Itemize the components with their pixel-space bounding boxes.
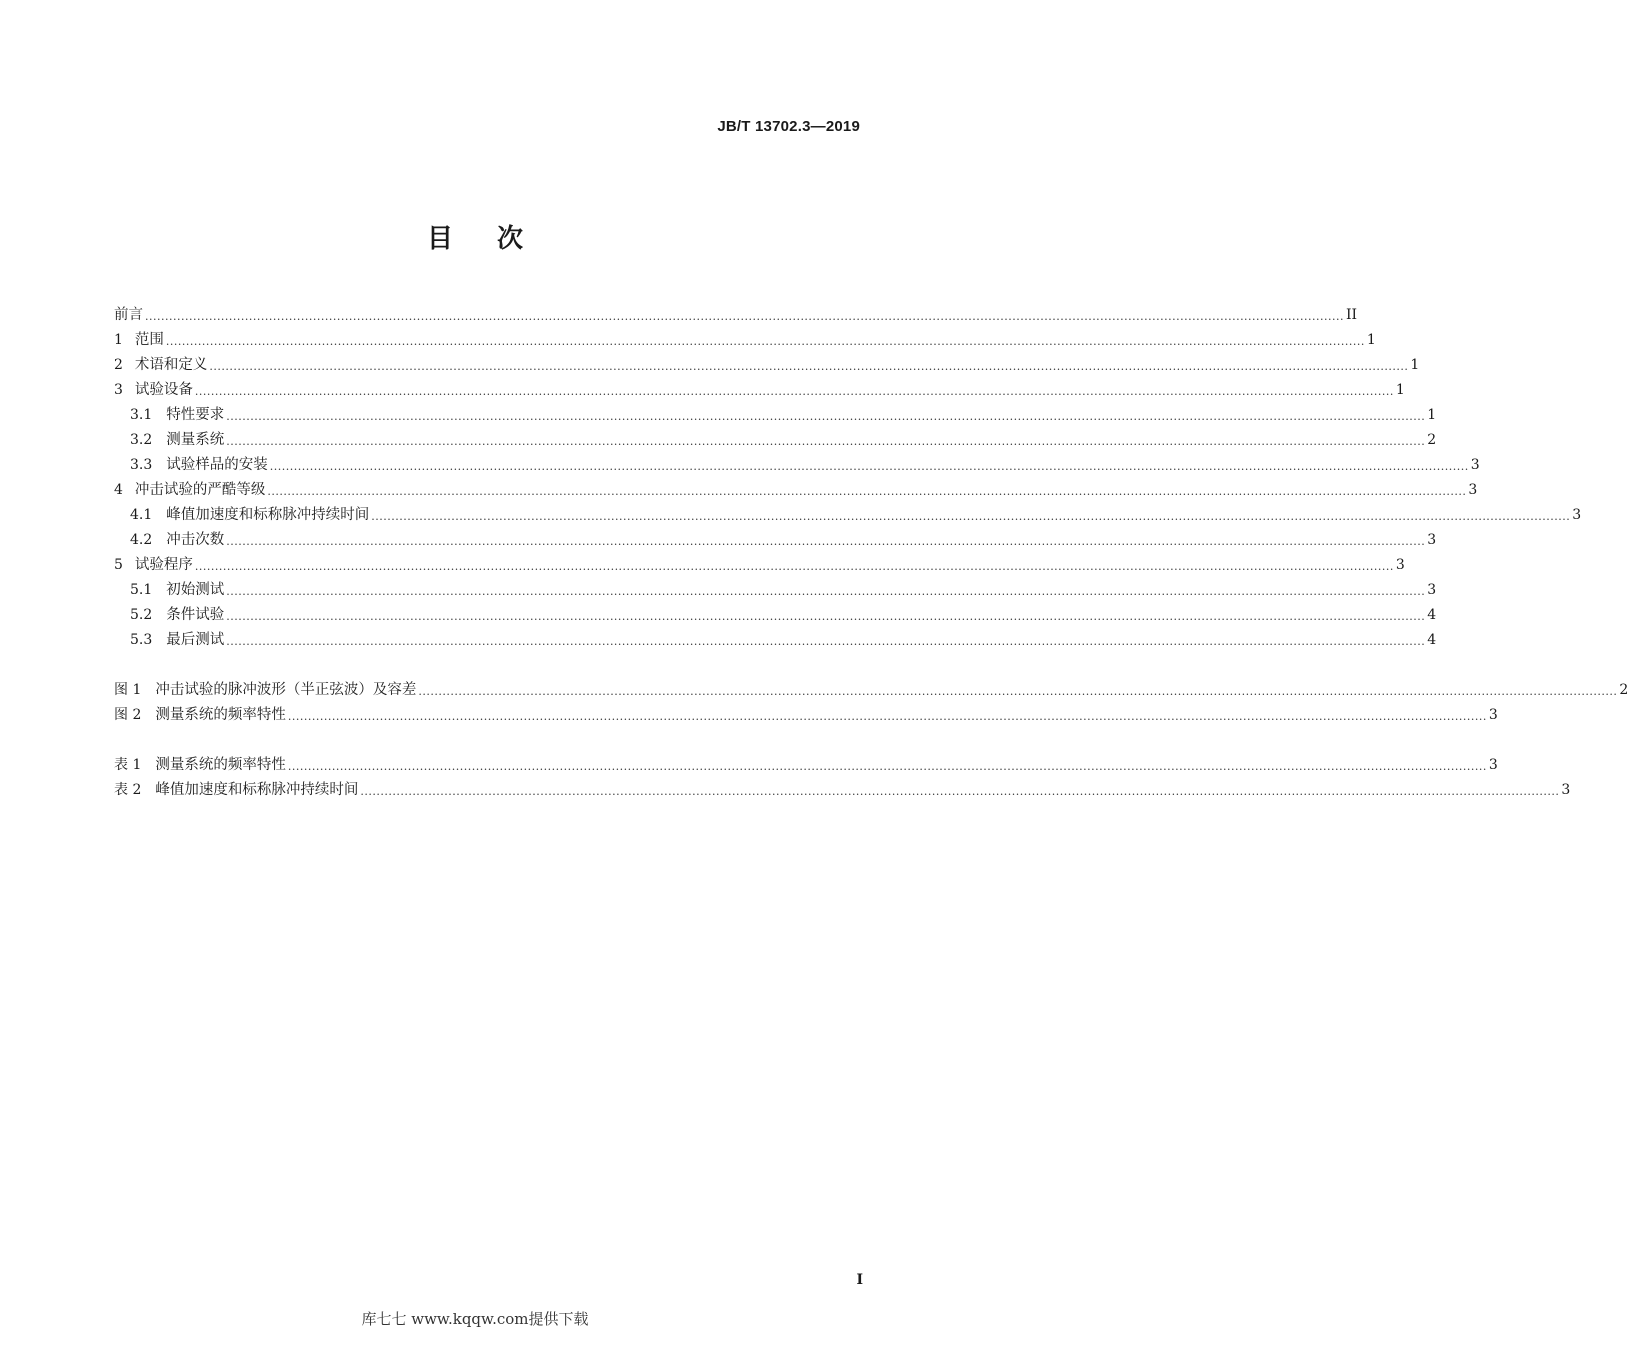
- toc-entry-page: 3: [1427, 532, 1437, 548]
- toc-entry-label: 峰值加速度和标称脉冲持续时间: [166, 507, 370, 523]
- title-char-2: 次: [497, 224, 524, 254]
- toc-entry-label: 范围: [134, 332, 164, 348]
- toc-entry-number: 4: [114, 482, 123, 498]
- toc-entry-page: 1: [1366, 332, 1376, 348]
- toc-entry-number: 图 1: [114, 682, 142, 698]
- toc-entry-number: 4.1: [130, 507, 153, 523]
- dot-leader: ............................................................................................................................................................................................................................................................................................................: [209, 360, 1409, 373]
- document-code: JB/T 13702.3—2019: [717, 118, 860, 135]
- dot-leader: ............................................................................................................................................................................................................................................................................................................: [226, 435, 1426, 448]
- toc-entry-number: 3.3: [130, 457, 153, 473]
- toc-entry-number: 4.2: [130, 532, 153, 548]
- toc-entry-number: 图 2: [114, 707, 142, 723]
- toc-entry-label: 前言: [114, 307, 143, 323]
- toc-entry-number: 1: [114, 332, 123, 348]
- toc-entry-number: 5.2: [130, 607, 153, 623]
- toc-entry-page: 3: [1488, 757, 1498, 773]
- toc-entry-table[interactable]: [114, 750, 1498, 775]
- toc-entry-section[interactable]: [114, 450, 1480, 475]
- toc-entry-number: 5.1: [130, 582, 153, 598]
- toc-entry-page: 3: [1470, 457, 1480, 473]
- toc-entry-section[interactable]: [114, 350, 1420, 375]
- dot-leader: ............................................................................................................................................................................................................................................................................................................: [226, 610, 1426, 623]
- dot-leader: ............................................................................................................................................................................................................................................................................................................: [165, 335, 1365, 348]
- toc-entry-section[interactable]: [114, 400, 1437, 425]
- dot-leader: ............................................................................................................................................................................................................................................................................................................: [226, 635, 1426, 648]
- toc-entry-section[interactable]: [114, 325, 1376, 350]
- page-title: [0, 218, 950, 255]
- toc-entry-table[interactable]: [114, 775, 1571, 800]
- dot-leader: ............................................................................................................................................................................................................................................................................................................: [194, 560, 1394, 573]
- toc-entry-section[interactable]: [114, 475, 1478, 500]
- toc-entry-page: 3: [1561, 782, 1571, 798]
- toc-entry-label: 试验样品的安装: [166, 457, 268, 473]
- toc-entry-number: 表 2: [114, 782, 142, 798]
- toc-entry-section[interactable]: [114, 500, 1582, 525]
- toc-entry-page: 2: [1619, 682, 1628, 698]
- toc-entry-number: 3.1: [130, 407, 153, 423]
- toc-entry-section[interactable]: [114, 625, 1437, 650]
- dot-leader: ............................................................................................................................................................................................................................................................................................................: [267, 485, 1467, 498]
- toc-entry-page: 3: [1395, 557, 1405, 573]
- toc-entry-page: 3: [1427, 582, 1437, 598]
- toc-entry-number: 2: [114, 357, 123, 373]
- toc-entry-label: 最后测试: [166, 632, 225, 648]
- page-number: I: [856, 1272, 863, 1288]
- toc-entry-label: 冲击试验的严酷等级: [134, 482, 266, 498]
- title-char-1: 目: [426, 224, 453, 254]
- table-of-contents: [114, 300, 1628, 800]
- toc-entry-label: 术语和定义: [134, 357, 208, 373]
- toc-entry-section[interactable]: [114, 375, 1405, 400]
- toc-entry-label: 测量系统: [166, 432, 225, 448]
- dot-leader: ............................................................................................................................................................................................................................................................................................................: [287, 760, 1487, 773]
- toc-entry-figure[interactable]: [114, 700, 1498, 725]
- toc-entry-section[interactable]: [114, 525, 1437, 550]
- toc-entry-page: 1: [1410, 357, 1420, 373]
- toc-entry-label: 特性要求: [166, 407, 225, 423]
- toc-entry-section[interactable]: [114, 575, 1437, 600]
- toc-entry-label: 冲击次数: [166, 532, 225, 548]
- dot-leader: ............................................................................................................................................................................................................................................................................................................: [418, 685, 1618, 698]
- toc-entry-number: 3.2: [130, 432, 153, 448]
- toc-entry-page: 2: [1427, 432, 1437, 448]
- dot-leader: ............................................................................................................................................................................................................................................................................................................: [226, 585, 1426, 598]
- toc-entry-label: 初始测试: [166, 582, 225, 598]
- toc-entry-page: 3: [1488, 707, 1498, 723]
- dot-leader: ............................................................................................................................................................................................................................................................................................................: [360, 785, 1560, 798]
- toc-entry-page: 3: [1572, 507, 1582, 523]
- toc-entry-section[interactable]: [114, 425, 1437, 450]
- toc-sections: [114, 300, 1582, 650]
- toc-tables: [114, 750, 1571, 800]
- dot-leader: ............................................................................................................................................................................................................................................................................................................: [287, 710, 1487, 723]
- toc-entry-label: 测量系统的频率特性: [155, 707, 286, 723]
- dot-leader: ............................................................................................................................................................................................................................................................................................................: [371, 510, 1571, 523]
- toc-entry-section[interactable]: [114, 550, 1405, 575]
- toc-entry-page: 1: [1427, 407, 1437, 423]
- footer-watermark: 库七七 www.kqqw.com提供下载: [361, 1310, 589, 1328]
- dot-leader: ............................................................................................................................................................................................................................................................................................................: [194, 385, 1394, 398]
- toc-entry-section[interactable]: [114, 300, 1358, 325]
- dot-leader: ............................................................................................................................................................................................................................................................................................................: [226, 410, 1426, 423]
- toc-entry-number: 5: [114, 557, 123, 573]
- toc-entry-figure[interactable]: [114, 675, 1628, 700]
- dot-leader: ............................................................................................................................................................................................................................................................................................................: [226, 535, 1426, 548]
- toc-entry-label: 冲击试验的脉冲波形（半正弦波）及容差: [155, 682, 417, 698]
- toc-entry-number: 表 1: [114, 757, 142, 773]
- toc-entry-label: 峰值加速度和标称脉冲持续时间: [155, 782, 359, 798]
- toc-entry-label: 试验程序: [134, 557, 193, 573]
- toc-entry-page: 1: [1395, 382, 1405, 398]
- dot-leader: ............................................................................................................................................................................................................................................................................................................: [145, 310, 1344, 323]
- toc-entry-number: 3: [114, 382, 123, 398]
- dot-leader: ............................................................................................................................................................................................................................................................................................................: [269, 460, 1469, 473]
- toc-entry-page: II: [1345, 307, 1358, 323]
- toc-entry-page: 4: [1427, 607, 1437, 623]
- toc-figures: [114, 675, 1628, 725]
- toc-entry-page: 4: [1427, 632, 1437, 648]
- toc-entry-page: 3: [1468, 482, 1478, 498]
- toc-entry-number: 5.3: [130, 632, 153, 648]
- toc-entry-label: 试验设备: [134, 382, 193, 398]
- toc-entry-label: 测量系统的频率特性: [155, 757, 286, 773]
- toc-entry-section[interactable]: [114, 600, 1437, 625]
- toc-entry-label: 条件试验: [166, 607, 225, 623]
